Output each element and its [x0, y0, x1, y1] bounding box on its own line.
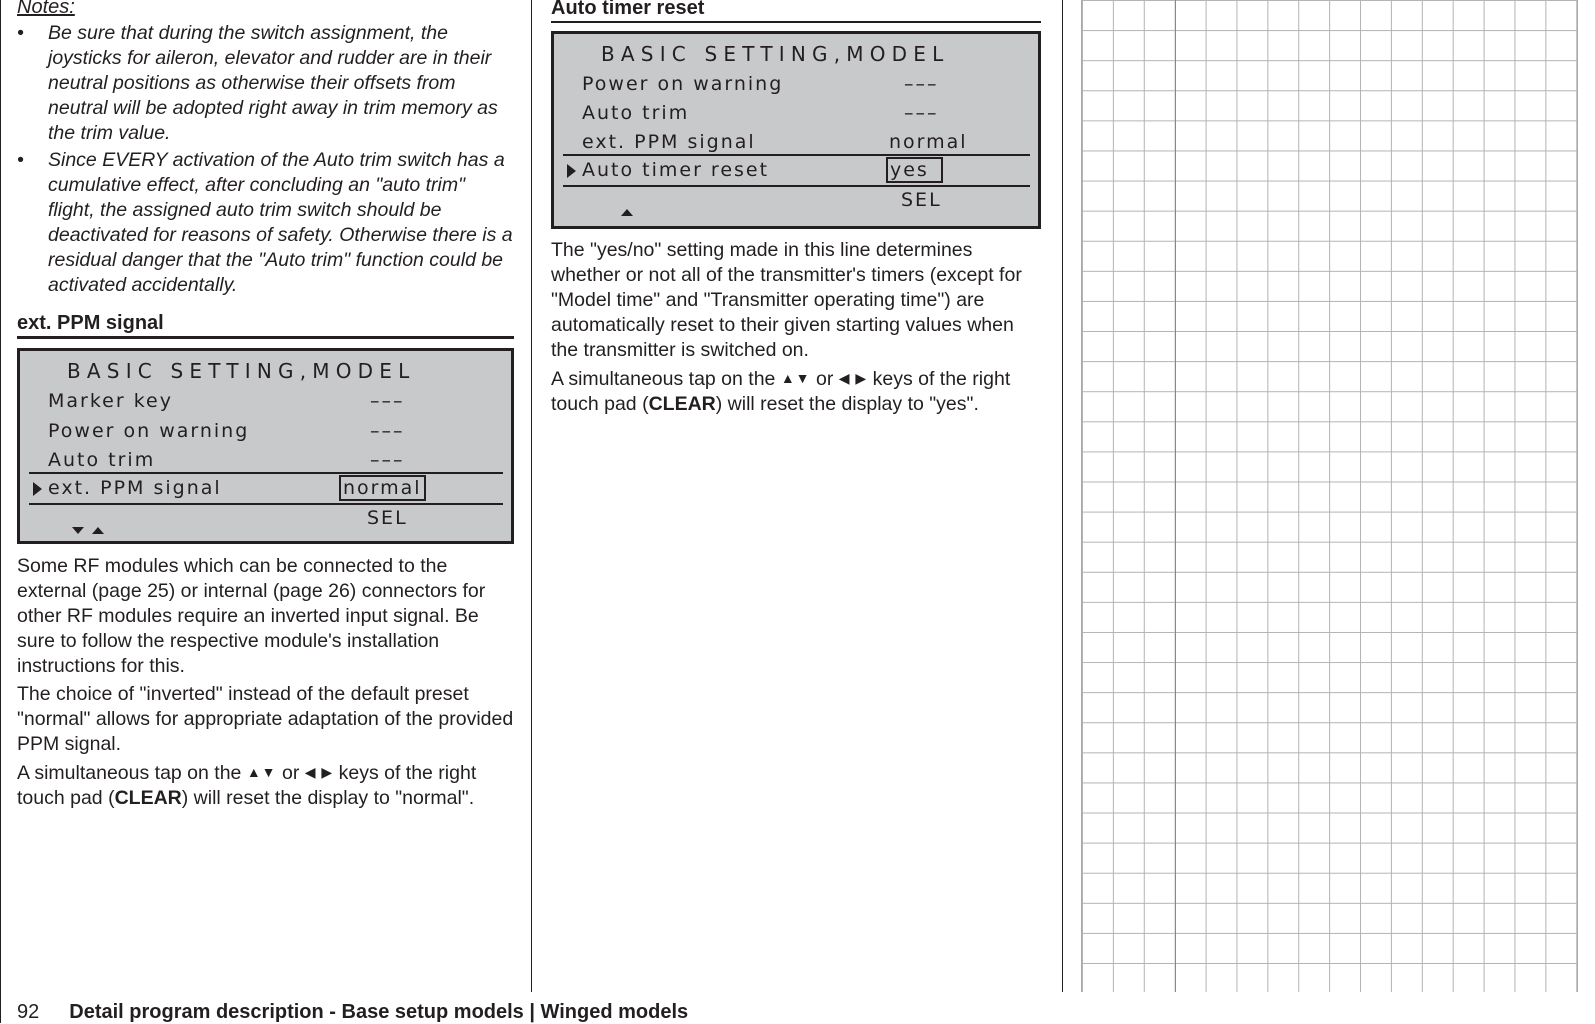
cursor-arrow-icon [567, 164, 576, 178]
up-down-keys-icon: ▲▼ [780, 370, 811, 386]
scroll-arrows-icon [72, 514, 104, 543]
lcd-sel-label: SEL [901, 189, 942, 211]
note-text: Be sure that during the switch assignment, the joysticks for aileron, elevator and rudder are in their neutral positions as otherwise their offsets from neutral will be adopted right away in trim memory as the trim value. [48, 22, 498, 144]
lcd-row-marker-key[interactable] [20, 387, 511, 416]
notes-grid [1081, 0, 1578, 992]
lcd-row-label: Auto trim [582, 102, 690, 124]
column-divider-right [1062, 0, 1063, 992]
note-text: Since EVERY activation of the Auto trim switch has a cumulative effect, after concluding an "auto trim" flight, the assigned auto trim switch should be deactivated for reasons of safety. Otherwise there is a residual danger that the "Auto trim" function could be activated accidentally. [48, 149, 513, 296]
clear-key-label: CLEAR [114, 787, 182, 809]
page-number: 92 [17, 1001, 40, 1023]
middle-column [551, 0, 1041, 420]
page-footer [17, 1000, 688, 1024]
lcd-row-label: Auto trim [48, 449, 156, 471]
ppm-section-heading: ext. PPM signal [17, 311, 514, 339]
ppm-lcd-screen [17, 348, 514, 544]
cursor-arrow-icon [33, 482, 42, 496]
lcd-row-label: Auto timer reset [582, 159, 770, 181]
lcd-row-label: Marker key [48, 390, 173, 412]
grid-center-line [1175, 0, 1176, 992]
lcd-title: BASIC SETTING,MODEL [67, 359, 416, 383]
lcd-row-value: ––– [370, 390, 405, 412]
page-edge [0, 0, 1, 1023]
lcd-row-label: Power on warning [48, 420, 250, 442]
column-divider-left [531, 0, 532, 992]
timer-lcd-screen [551, 31, 1041, 229]
lcd-footer-row [20, 504, 511, 533]
lcd-row-label: ext. PPM signal [582, 131, 756, 153]
left-right-keys-icon: ◀ ▶ [304, 764, 334, 780]
lcd-row-value-selected[interactable]: normal [339, 475, 426, 501]
lcd-sel-label: SEL [367, 507, 408, 529]
clear-key-label: CLEAR [648, 393, 716, 415]
lcd-row-label: ext. PPM signal [48, 477, 222, 499]
timer-reset-paragraph: A simultaneous tap on the ▲▼ or ◀ ▶ keys of the right touch pad (CLEAR) will reset the display to "yes". [551, 368, 1011, 415]
lcd-row-ext-ppm-signal[interactable] [29, 472, 503, 505]
lcd-row-auto-trim[interactable] [554, 99, 1038, 128]
lcd-row-value: ––– [904, 102, 939, 124]
left-column [17, 0, 514, 814]
lcd-row-value: ––– [904, 73, 939, 95]
lcd-footer-row [554, 186, 1038, 215]
lcd-row-power-on-warning[interactable] [554, 70, 1038, 99]
lcd-row-power-on-warning[interactable] [20, 417, 511, 446]
timer-section-heading: Auto timer reset [551, 0, 1041, 23]
lcd-row-value: normal [889, 131, 968, 153]
ppm-paragraph: The choice of "inverted" instead of the default preset "normal" allows for appropriate adaptation of the provided PPM signal. [17, 683, 514, 755]
ppm-reset-paragraph: A simultaneous tap on the ▲▼ or ◀ ▶ keys of the right touch pad (CLEAR) will reset the display to "normal". [17, 762, 477, 809]
notes-list [17, 21, 514, 298]
lcd-row-value: ––– [370, 420, 405, 442]
note-item [17, 21, 514, 146]
lcd-row-auto-trim[interactable] [20, 446, 511, 475]
up-down-keys-icon: ▲▼ [246, 764, 277, 780]
scroll-up-arrow-icon [621, 196, 633, 225]
lcd-title: BASIC SETTING,MODEL [601, 42, 950, 66]
bullet-icon: • [17, 22, 24, 44]
lcd-row-label: Power on warning [582, 73, 784, 95]
left-right-keys-icon: ◀ ▶ [838, 370, 868, 386]
bullet-icon: • [17, 149, 24, 171]
notes-title: Notes: [17, 0, 75, 18]
lcd-row-value-selected[interactable]: yes [886, 157, 943, 183]
lcd-row-value: ––– [370, 449, 405, 471]
note-item [17, 148, 514, 298]
lcd-row-ext-ppm-signal[interactable] [554, 128, 1038, 157]
ppm-paragraph: Some RF modules which can be connected to the external (page 25) or internal (page 26) connectors for other RF modules require an inverted input signal. Be sure to follow the respective module's installation instructions for this. [17, 555, 486, 677]
timer-paragraph: The "yes/no" setting made in this line determines whether or not all of the transmitter's timers (except for "Model time" and "Transmitter operating time") are automatically reset to their given starting values when the transmitter is switched on. [551, 239, 1022, 361]
lcd-row-auto-timer-reset[interactable] [563, 154, 1030, 187]
footer-title: Detail program description - Base setup models | Winged models [69, 1001, 689, 1023]
